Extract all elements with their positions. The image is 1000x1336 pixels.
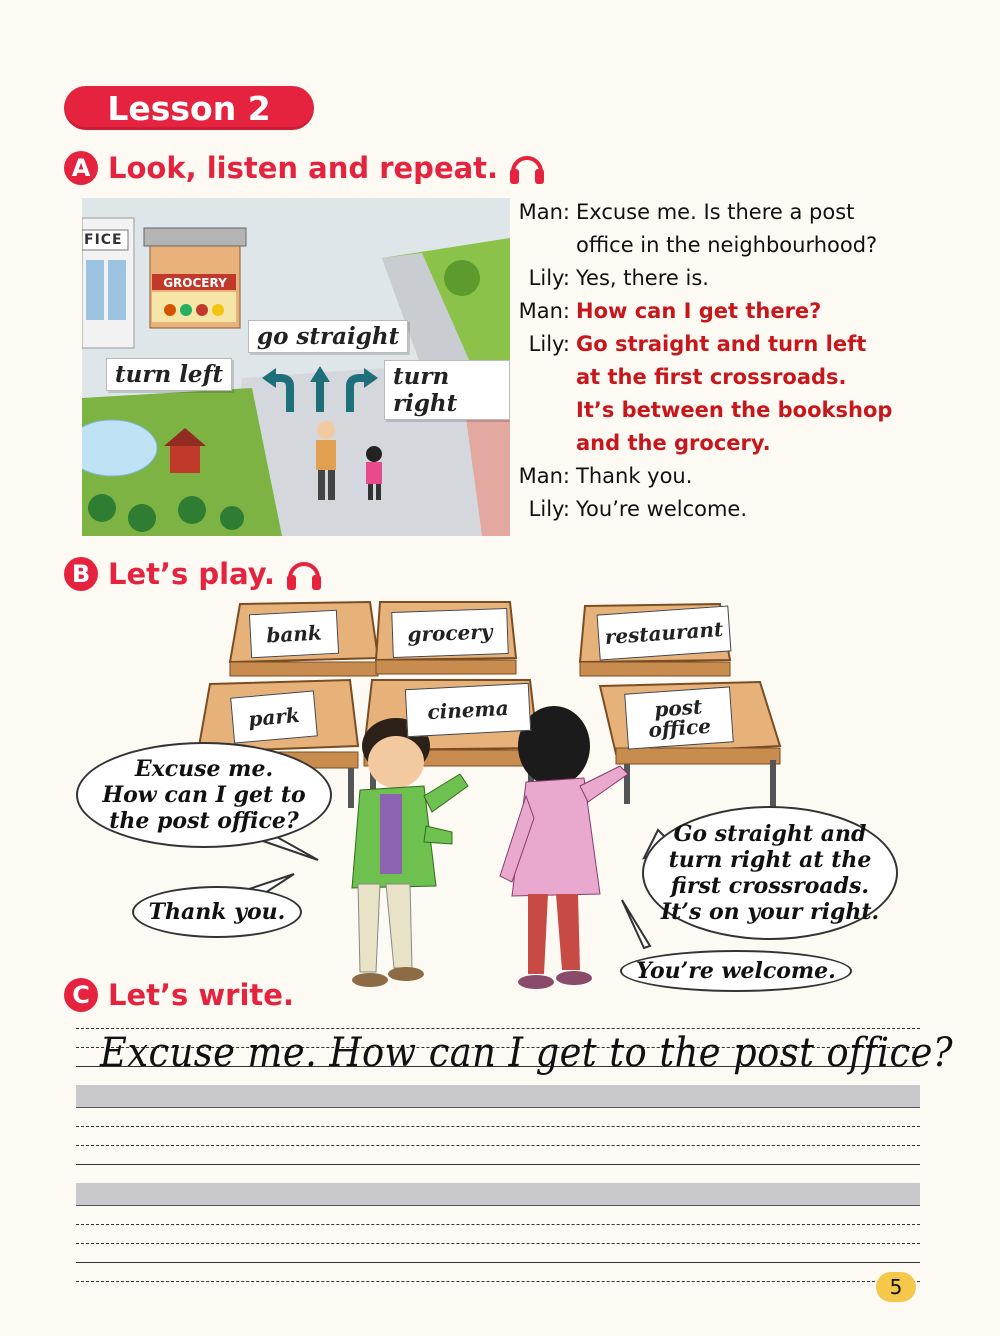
- card-post-office: post office: [624, 686, 734, 749]
- card-cinema: cinema: [405, 683, 531, 737]
- turn-right-label: turn right: [384, 360, 510, 420]
- utterance-highlighted: How can I get there?: [576, 299, 822, 323]
- grocery-sign: GROCERY: [163, 276, 227, 290]
- bubble-girl-welcome: You’re welcome.: [620, 950, 852, 992]
- utterance-highlighted: Go straight and turn left at the first crossroads. It’s between the bookshop and the grocery.: [576, 332, 893, 455]
- writing-lines[interactable]: [76, 1028, 954, 1282]
- speaker: Lily:: [528, 266, 570, 290]
- section-b-badge: B: [64, 557, 98, 591]
- section-c-title: Let’s write.: [108, 978, 294, 1012]
- speaker: Man:: [518, 200, 570, 224]
- headphones-icon[interactable]: [508, 150, 546, 186]
- dialogue-line: [508, 295, 948, 328]
- card-bank: bank: [249, 610, 339, 659]
- dialogue-line: [508, 196, 948, 262]
- go-straight-label: go straight: [248, 320, 408, 353]
- dialogue-line: [508, 328, 948, 460]
- section-c-heading: [64, 978, 294, 1012]
- utterance: Thank you.: [576, 464, 693, 488]
- section-a-title: Look, listen and repeat.: [108, 151, 499, 185]
- section-c-badge: C: [64, 978, 98, 1012]
- utterance: You’re welcome.: [576, 497, 748, 521]
- card-park: park: [230, 690, 318, 743]
- speaker: Lily:: [528, 497, 570, 521]
- speaker: Man:: [518, 464, 570, 488]
- street-scene-illustration: [82, 198, 510, 536]
- classroom-game-illustration: [80, 596, 920, 996]
- speaker: Man:: [518, 299, 570, 323]
- dialogue-line: [508, 262, 948, 295]
- section-b-title: Let’s play.: [108, 557, 276, 591]
- dialogue: [508, 196, 948, 526]
- headphones-icon[interactable]: [285, 556, 323, 592]
- page-number: 5: [876, 1272, 916, 1302]
- card-restaurant: restaurant: [597, 605, 732, 660]
- section-a-badge: A: [64, 151, 98, 185]
- dialogue-line: [508, 493, 948, 526]
- speaker: Lily:: [528, 332, 570, 356]
- bubble-boy-question: Excuse me. How can I get to the post office?: [76, 742, 332, 848]
- dialogue-line: [508, 460, 948, 493]
- section-b-heading: [64, 556, 323, 592]
- office-sign: FICE: [84, 232, 123, 248]
- lesson-title: Lesson 2: [64, 86, 314, 130]
- model-sentence: Excuse me. How can I get to the post office?: [100, 1030, 954, 1076]
- card-grocery: grocery: [391, 608, 509, 658]
- bubble-girl-directions: Go straight and turn right at the first crossroads. It’s on your right.: [642, 806, 898, 940]
- turn-left-label: turn left: [106, 358, 232, 391]
- bubble-boy-thanks: Thank you.: [132, 886, 302, 938]
- utterance: Excuse me. Is there a post office in the neighbourhood?: [576, 200, 878, 257]
- section-a-heading: [64, 150, 546, 186]
- utterance: Yes, there is.: [576, 266, 709, 290]
